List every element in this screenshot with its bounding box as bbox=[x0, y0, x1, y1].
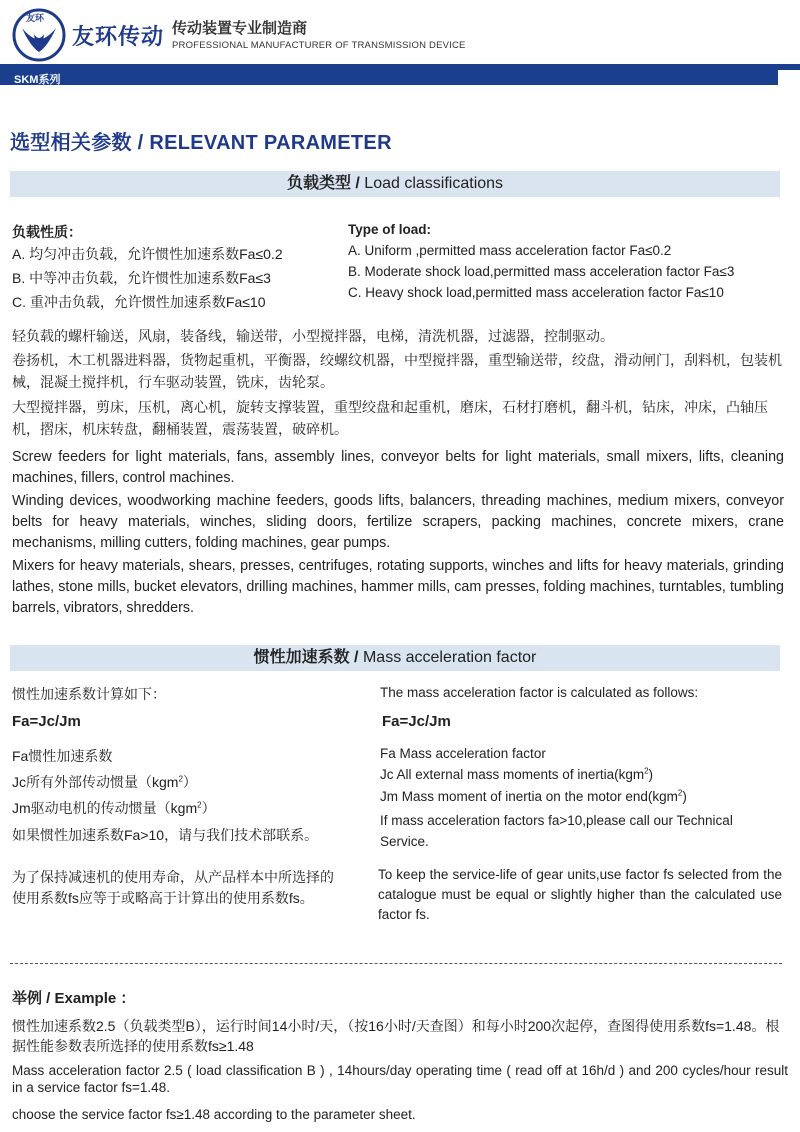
mass-cn-intro: 惯性加速系数计算如下： bbox=[12, 686, 166, 702]
load-en-item-b: B. Moderate shock load,permitted mass acceleration factor Fa≤3 bbox=[348, 264, 735, 279]
mass-cn-jc-tail: ） bbox=[182, 774, 197, 790]
dashed-divider bbox=[10, 963, 782, 964]
series-label: SKM系列 bbox=[14, 74, 61, 86]
mass-en-jm-tail: ) bbox=[682, 789, 687, 804]
mass-en-jc bbox=[380, 767, 653, 782]
mass-en-life: To keep the service-life of gear units,use factor fs selected from the catalogue must be equal or slightly higher than the calculated use factor fs. bbox=[378, 867, 782, 922]
mass-cn-contact: 如果惯性加速系数Fa>10，请与我们技术部联系。 bbox=[12, 827, 319, 843]
load-cn-para-light: 轻负载的螺杆输送，风扇，装备线，输送带，小型搅拌器，电梯，清洗机器，过滤器，控制驱动。 bbox=[12, 328, 614, 344]
load-en-heading: Type of load: bbox=[348, 222, 431, 237]
load-en-para-heavy: Mixers for heavy materials, shears, presses, centrifuges, rotating supports, winches and lifts for heavy materials, grinding lathes, stone mills, bucket elevators, drilling machines, hammer mills, cam presses, folding machines, turntables, tumbling barrels, vibrators, shredders. bbox=[12, 558, 784, 616]
formula-cn: Fa=Jc/Jm bbox=[12, 713, 81, 730]
load-cn-list bbox=[12, 222, 342, 313]
mass-cn-jm-text: Jm驱动电机的传动惯量（kgm bbox=[12, 800, 198, 816]
company-logo bbox=[12, 8, 66, 62]
mass-cn-fa: Fa惯性加速系数 bbox=[12, 748, 113, 764]
load-band-en: Load classifications bbox=[359, 175, 504, 192]
mass-en-jm-sup: 2 bbox=[677, 788, 683, 798]
load-en-para-light: Screw feeders for light materials, fans, assembly lines, conveyor belts for light materials, small mixers, lifts, cleaning machines, fillers, control machines. bbox=[12, 449, 784, 486]
series-bar bbox=[0, 69, 778, 85]
load-band-cn: 负载类型 / bbox=[286, 175, 360, 192]
example-cn: 惯性加速系数2.5（负载类型B），运行时间14小时/天，（按16小时/天查图）和每小时200次起停，查图得使用系数fs=1.48。根据性能参数表所选择的使用系数fs≥1.48 bbox=[12, 1018, 780, 1054]
mass-en-fa: Fa Mass acceleration factor bbox=[380, 746, 546, 761]
load-band bbox=[10, 171, 780, 197]
mass-band-en: Mass acceleration factor bbox=[358, 649, 537, 666]
mass-cn-jm-sup: 2 bbox=[197, 800, 202, 810]
load-cn-para-medium: 卷扬机，木工机器进料器，货物起重机，平衡器，绞螺纹机器，中型搅拌器，重型输送带，绞盘，滑动闸门，刮料机，包装机械，混凝土搅拌机，行车驱动装置，铣床，齿轮泵。 bbox=[12, 352, 782, 390]
tagline-cn: 传动装置专业制造商 bbox=[172, 20, 308, 37]
load-en-list bbox=[348, 219, 788, 303]
mass-en-jc-text: Jc All external mass moments of inertia(kgm bbox=[380, 767, 645, 782]
mass-cn-jc bbox=[12, 772, 197, 792]
mass-en-contact: If mass acceleration factors fa>10,please call our Technical Service. bbox=[380, 813, 733, 849]
load-cn-para-heavy: 大型搅拌器，剪床，压机，离心机，旋转支撑装置，重型绞盘和起重机，磨床，石材打磨机，翻斗机，钻床，冲床，凸轴压机，摺床，机床转盘，翻桶装置，震荡装置，破碎机。 bbox=[12, 399, 768, 437]
load-cn-item-a: A. 均匀冲击负载，允许惯性加速系数Fa≤0.2 bbox=[12, 246, 283, 262]
logo-text: 友环 bbox=[26, 13, 45, 23]
brand-name: 友环传动 bbox=[72, 24, 165, 49]
mass-en-jm bbox=[380, 789, 687, 804]
load-en-item-c: C. Heavy shock load,permitted mass acceleration factor Fa≤10 bbox=[348, 285, 724, 300]
load-en-para-medium: Winding devices, woodworking machine feeders, goods lifts, balancers, threading machines, medium mixers, conveyor belts for heavy materials, winches, sliding doors, fertilize scrapers, packing machines, concrete mixers, crane mechanisms, milling cutters, folding machines, gear pumps. bbox=[12, 493, 784, 551]
mass-en-jm-text: Jm Mass moment of inertia on the motor end(kgm bbox=[380, 789, 678, 804]
mass-en-intro: The mass acceleration factor is calculated as follows: bbox=[380, 685, 699, 700]
example-en1: Mass acceleration factor 2.5 ( load classification B ) , 14hours/day operating time ( read off at 16h/d ) and 200 cycles/hour result in a service factor fs=1.48. bbox=[12, 1063, 788, 1095]
mass-en-jc-sup: 2 bbox=[644, 766, 649, 776]
mass-band bbox=[10, 645, 780, 671]
mass-en-jc-tail: ) bbox=[648, 767, 654, 782]
formula-en: Fa=Jc/Jm bbox=[382, 713, 451, 730]
page-title: 选型相关参数 / RELEVANT PARAMETER bbox=[10, 132, 392, 154]
load-en-item-a: A. Uniform ,permitted mass acceleration factor Fa≤0.2 bbox=[348, 243, 672, 258]
load-cn-item-c: C. 重冲击负载，允许惯性加速系数Fa≤10 bbox=[12, 294, 266, 310]
mass-band-cn: 惯性加速系数 / bbox=[253, 649, 359, 666]
load-cn-item-b: B. 中等冲击负载，允许惯性加速系数Fa≤3 bbox=[12, 270, 271, 286]
mass-cn-jm bbox=[12, 798, 216, 818]
mass-cn-jc-sup: 2 bbox=[178, 774, 183, 784]
mass-cn-life: 为了保持减速机的使用寿命，从产品样本中所选择的使用系数fs应等于或略高于计算出的使用系数fs。 bbox=[12, 869, 334, 906]
mass-cn-jm-tail: ） bbox=[201, 800, 216, 816]
example-en2: choose the service factor fs≥1.48 according to the parameter sheet. bbox=[12, 1107, 416, 1122]
example-heading: 举例 / Example ： bbox=[12, 990, 136, 1007]
mass-cn-jc-text: Jc所有外部传动惯量（kgm bbox=[12, 774, 179, 790]
load-cn-heading: 负载性质： bbox=[12, 224, 82, 240]
tagline-en: PROFESSIONAL MANUFACTURER OF TRANSMISSION DEVICE bbox=[172, 40, 466, 51]
